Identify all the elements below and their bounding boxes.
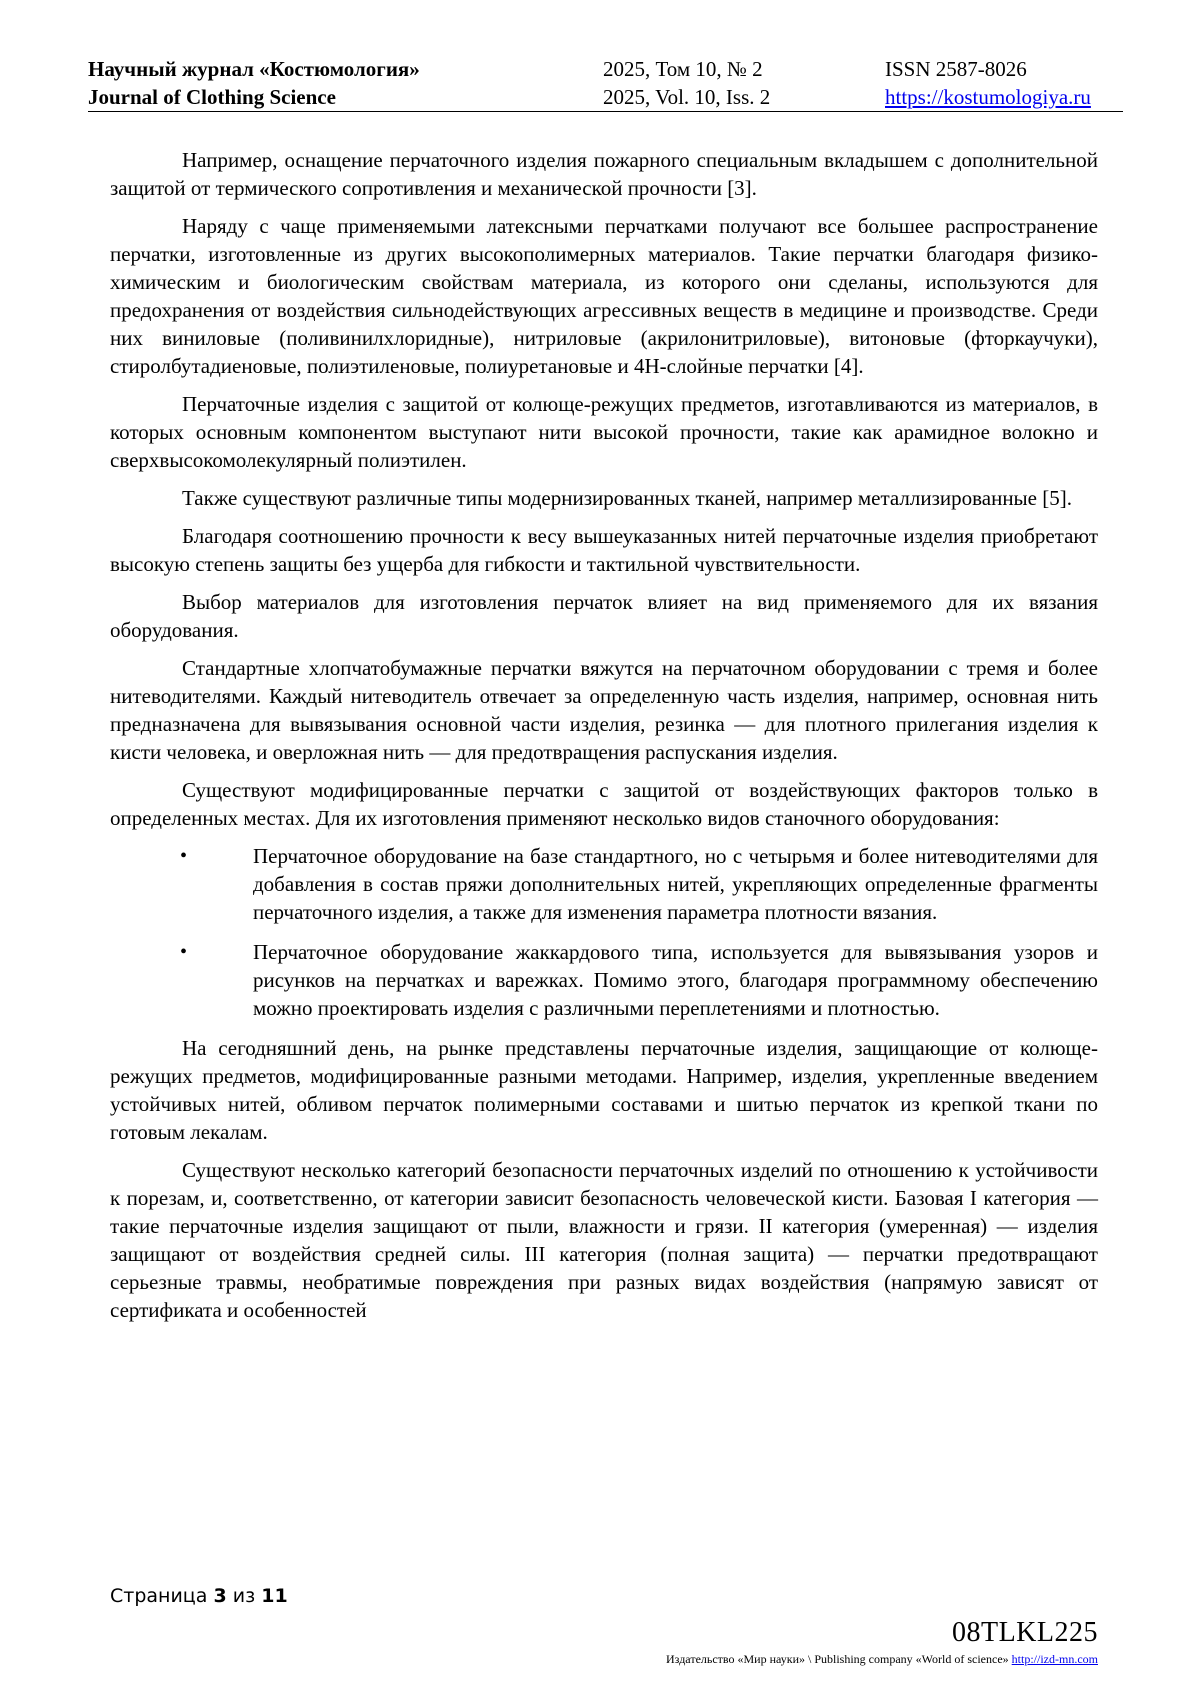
issn: ISSN 2587-8026 (885, 57, 1027, 81)
paragraph-1: Например, оснащение перчаточного изделия пожарного специальным вкладышем с дополнительной защитой от термического сопротивления и механической прочности [3]. (110, 148, 1098, 200)
journal-url-link[interactable]: https://kostumologiya.ru (885, 85, 1091, 109)
bullet-icon: • (180, 845, 188, 867)
list-item-text: Перчаточное оборудование на базе стандартного, но с четырьмя и более нитеводителями для добавления в состав пряжи дополнительных нитей, укрепляющих определенные фрагменты перчаточного изделия, а также для изменения параметра плотности вязания. (253, 844, 1098, 924)
journal-title-block (88, 55, 420, 111)
list-item (110, 842, 1098, 926)
page-header (88, 55, 1123, 112)
bullet-icon: • (180, 941, 188, 963)
publisher-url-link[interactable]: http://izd-mn.com (1011, 1652, 1098, 1666)
page-current: 3 (213, 1585, 227, 1607)
paragraph-9: На сегодняшний день, на рынке представлены перчаточные изделия, защищающие от колюще-режущих предметов, модифицированные разными методами. Например, изделия, укрепленные введением устойчивых нитей, обливом перчаток полимерными составами и шитью перчаток из крепкой ткани по готовым лекалам. (110, 1036, 1098, 1144)
article-code: 08TLKL225 (951, 1617, 1098, 1648)
paragraph-10: Существуют несколько категорий безопасности перчаточных изделий по отношению к устойчивости к порезам, и, соответственно, от категории зависит безопасность человеческой кисти. Базовая I категория — такие перчаточные изделия защищают от пыли, влажности и грязи. II категория (умеренная) — изделия защищают от воздействия средней силы. III категория (полная защита) — перчатки предотвращают серьезные травмы, необратимые повреждения при разных видах воздействия (напрямую зависят от сертификата и особенностей (110, 1158, 1098, 1322)
paragraph-5: Благодаря соотношению прочности к весу вышеуказанных нитей перчаточные изделия приобретают высокую степень защиты без ущерба для гибкости и тактильной чувствительности. (110, 524, 1098, 576)
paragraph-8: Существуют модифицированные перчатки с защитой от воздействующих факторов только в определенных местах. Для их изготовления применяют несколько видов станочного оборудования: (110, 778, 1098, 830)
paragraph-4: Также существуют различные типы модернизированных тканей, например металлизированные [5]. (182, 486, 1072, 510)
page-of: из (232, 1585, 256, 1607)
paragraph-3: Перчаточные изделия с защитой от колюще-режущих предметов, изготавливаются из материалов, в которых основным компонентом выступают нити высокой прочности, такие как арамидное волокно и сверхвысокомолекулярный полиэтилен. (110, 392, 1098, 472)
equipment-list (110, 842, 1098, 1022)
paragraph-7: Стандартные хлопчатобумажные перчатки вяжутся на перчаточном оборудовании с тремя и более нитеводителями. Каждый нитеводитель отвечает за определенную часть изделия, например, основная нить предназначена для вывязывания основной части изделия, резинка — для плотного прилегания изделия к кисти человека, и оверложная нить — для предотвращения распускания изделия. (110, 656, 1098, 764)
paragraph-2: Наряду с чаще применяемыми латексными перчатками получают все большее распространение перчатки, изготовленные из других высокополимерных материалов. Такие перчатки благодаря физико-химическим и биологическим свойствам материала, из которого они сделаны, используются для предохранения от воздействия сильнодействующих агрессивных веществ в медицине и производстве. Среди них виниловые (поливинилхлоридные), нитриловые (акрилонитриловые), витоновые (фторкаучуки), стиролбутадиеновые, полиэтиленовые, полиуретановые и 4Н-слойные перчатки [4]. (110, 214, 1098, 378)
paragraph-6: Выбор материалов для изготовления перчаток влияет на вид применяемого для их вязания оборудования. (110, 590, 1098, 642)
list-item (110, 938, 1098, 1022)
issn-block (885, 55, 1091, 111)
issue-en: 2025, Vol. 10, Iss. 2 (603, 85, 771, 109)
article-body (110, 146, 1098, 1334)
journal-title-ru: Научный журнал «Костюмология» (88, 57, 420, 81)
page-label: Страница (110, 1585, 208, 1607)
issue-ru: 2025, Том 10, № 2 (603, 57, 763, 81)
page-number (110, 1585, 288, 1607)
page-total: 11 (261, 1585, 288, 1607)
publisher-line (666, 1652, 1098, 1667)
journal-title-en: Journal of Clothing Science (88, 85, 336, 109)
list-item-text: Перчаточное оборудование жаккардового типа, используется для вывязывания узоров и рисунков на перчатках и варежках. Помимо этого, благодаря программному обеспечению можно проектировать изделия с различными переплетениями и плотностью. (253, 940, 1098, 1020)
publisher-text: Издательство «Мир науки» \ Publishing company «World of science» (666, 1652, 1009, 1666)
issue-block (603, 55, 770, 111)
